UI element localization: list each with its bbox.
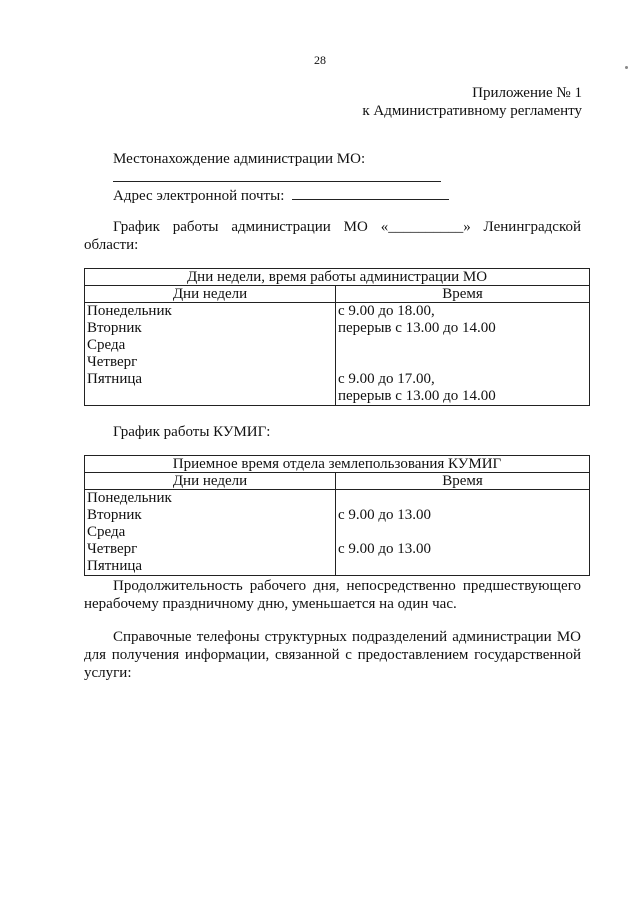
day-item: Четверг bbox=[87, 541, 138, 557]
time-item: с 9.00 до 13.00 bbox=[338, 507, 432, 523]
location-label: Местонахождение администрации МО: bbox=[113, 151, 366, 167]
workday-note: Продолжительность рабочего дня, непосредственно предшествующего нерабочему праздничному дню, уменьшается на один час. bbox=[84, 578, 581, 612]
day-item: Четверг bbox=[87, 354, 138, 370]
kumig-days-cell bbox=[85, 490, 336, 576]
admin-times-cell bbox=[336, 303, 590, 406]
time-item: с 9.00 до 18.00, bbox=[338, 303, 435, 319]
time-item: перерыв с 13.00 до 14.00 bbox=[338, 320, 496, 336]
time-item: с 9.00 до 17.00, bbox=[338, 371, 435, 387]
scan-speck bbox=[625, 66, 628, 69]
email-row bbox=[113, 185, 449, 205]
appendix-title: Приложение № 1 bbox=[472, 85, 582, 101]
kumig-times-cell bbox=[336, 490, 590, 576]
admin-days-cell bbox=[85, 303, 336, 406]
time-item: перерыв с 13.00 до 14.00 bbox=[338, 388, 496, 404]
admin-schedule-table bbox=[84, 268, 590, 406]
kumig-schedule-table bbox=[84, 455, 590, 576]
phones-intro: Справочные телефоны структурных подразделений администрации МО для получения информации, связанной с предоставлением государственной услуги: bbox=[84, 629, 581, 681]
kumig-heading: График работы КУМИГ: bbox=[113, 424, 271, 440]
day-item: Среда bbox=[87, 524, 126, 540]
email-label: Адрес электронной почты: bbox=[113, 188, 285, 204]
admin-schedule-intro: График работы администрации МО «__________» Ленинградской области: bbox=[84, 219, 581, 253]
day-item: Вторник bbox=[87, 507, 142, 523]
admin-col-time: Время bbox=[336, 286, 590, 303]
day-item: Вторник bbox=[87, 320, 142, 336]
admin-col-days: Дни недели bbox=[85, 286, 336, 303]
kumig-col-days: Дни недели bbox=[85, 473, 336, 490]
time-item: с 9.00 до 13.00 bbox=[338, 541, 432, 557]
admin-table-title: Дни недели, время работы администрации МО bbox=[85, 269, 590, 286]
appendix-subtitle: к Административному регламенту bbox=[362, 103, 582, 119]
email-blank-line bbox=[292, 185, 449, 200]
day-item: Среда bbox=[87, 337, 126, 353]
kumig-col-time: Время bbox=[336, 473, 590, 490]
day-item: Понедельник bbox=[87, 490, 172, 506]
page-number: 28 bbox=[314, 53, 326, 67]
day-item: Пятница bbox=[87, 558, 143, 574]
day-item: Понедельник bbox=[87, 303, 172, 319]
location-blank-line bbox=[113, 181, 441, 182]
kumig-table-title: Приемное время отдела землепользования КУМИГ bbox=[85, 456, 590, 473]
day-item: Пятница bbox=[87, 371, 143, 387]
